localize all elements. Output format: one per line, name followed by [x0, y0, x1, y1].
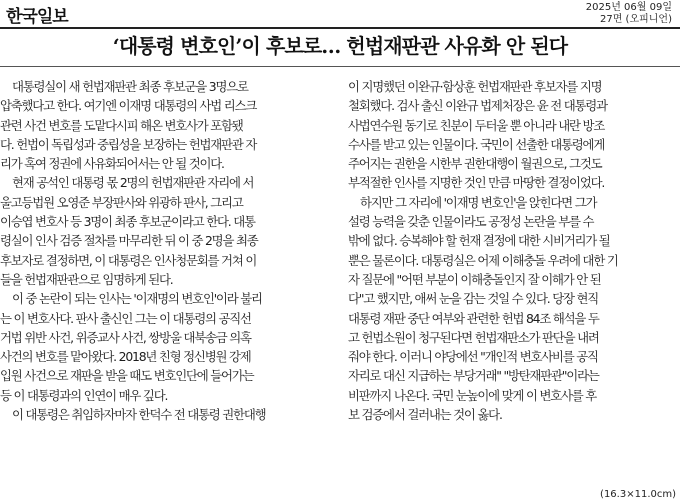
text-line: 하지만 그 자리에 '이재명 변호인'을 앉힌다면 그가 — [360, 194, 597, 210]
text-line: 등 이 대통령과의 인연이 매우 깊다. — [0, 387, 168, 403]
page-section: 27면 (오피니언) — [599, 14, 672, 25]
text-line: 자 질문에 "어떤 부분이 이해충돌인지 잘 이해가 안 된 — [348, 271, 601, 287]
text-line: 사법연수원 동기로 친분이 두터울 뿐 아니라 내란 방조 — [348, 117, 605, 133]
text-line: 비판까지 나온다. 국민 눈높이에 맞게 이 변호사를 후 — [348, 387, 597, 403]
text-line: 고 헌법소원이 청구된다면 헌법재판소가 판단을 내려 — [348, 329, 599, 345]
headline-rule — [0, 66, 680, 67]
text-line: 이 지명했던 이완규·함상훈 헌법재판관 후보자를 지명 — [348, 79, 602, 94]
text-line: 이 대통령은 취임하자마자 한덕수 전 대통령 권한대행 — [12, 407, 266, 423]
clipping-size-note: (16.3×11.0cm) — [600, 489, 676, 500]
top-rule — [0, 27, 680, 29]
text-line: 보 검증에서 걸러내는 것이 옳다. — [348, 407, 502, 423]
text-line: 철회했다. 검사 출신 이완규 법제처장은 윤 전 대통령과 — [348, 98, 607, 114]
newspaper-name: 한국일보 — [6, 7, 68, 27]
text-line: 는 이 변호사다. 판사 출신인 그는 이 대통령의 공직선 — [0, 310, 251, 326]
text-line: 후보자로 결정하면, 이 대통령은 인사청문회를 거쳐 이 — [0, 252, 257, 268]
text-line: 자리로 대신 지급하는 부당거래" "방탄재판관"이라는 — [348, 368, 599, 384]
text-line: 설령 능력을 갖춘 인물이라도 공정성 논란을 부를 수 — [348, 214, 594, 230]
text-line: 부적절한 인사를 지명한 것인 만큼 마땅한 결정이었다. — [348, 175, 605, 191]
article-headline: ‘대통령 변호인’이 후보로… 헌법재판관 사유화 안 된다 — [112, 34, 568, 58]
text-line: 현재 공석인 대통령 몫 2명의 헌법재판관 자리에 서 — [12, 175, 254, 191]
text-line: 사건의 변호를 맡아왔다. 2018년 친형 정신병원 강제 — [0, 349, 251, 365]
text-line: 리가 혹여 정권에 사유화되어서는 안 될 것이다. — [0, 156, 224, 172]
text-line: 다"고 했지만, 애써 눈을 감는 것일 수 있다. 당장 현직 — [348, 291, 599, 307]
text-line: 다. 헌법이 독립성과 중립성을 보장하는 헌법재판관 자 — [0, 136, 257, 152]
text-line: 거법 위반 사건, 위증교사 사건, 쌍방울 대북송금 의혹 — [0, 329, 251, 345]
text-line: 압축했다고 한다. 여기엔 이재명 대통령의 사법 리스크 — [0, 98, 257, 114]
text-line: 대통령 재판 중단 여부와 관련한 헌법 84조 해석을 두 — [348, 310, 599, 326]
text-line: 수사를 받고 있는 인물이다. 국민이 선출한 대통령에게 — [348, 136, 605, 152]
text-line: 관련 사건 변호를 도맡다시피 해온 변호사가 포함됐 — [0, 117, 243, 133]
publication-date: 2025년 06월 09일 — [585, 2, 672, 13]
text-line: 줘야 한다. 이러니 야당에선 "개인적 변호사비를 공직 — [348, 349, 598, 365]
text-line: 들을 헌법재판관으로 임명하게 된다. — [0, 271, 173, 287]
text-line: 주어지는 권한을 시한부 권한대행이 월권으로, 그것도 — [348, 156, 602, 172]
article-column-left — [0, 77, 332, 424]
text-line: 입원 사건으로 재판을 받을 때도 변호인단에 들어가는 — [0, 368, 254, 384]
text-line: 이 중 논란이 되는 인사는 '이재명의 변호인'이라 불리 — [12, 291, 262, 307]
text-line: 령실이 인사 검증 절차를 마무리한 뒤 이 중 2명을 최종 — [0, 233, 258, 249]
text-line: 뿐은 물론이다. 대통령실은 어제 이해충돌 우려에 대한 기 — [348, 252, 618, 268]
publication-meta — [586, 2, 672, 26]
text-line: 밖에 없다. 승복해야 할 헌재 결정에 대한 시비거리가 될 — [348, 233, 610, 249]
article-column-right — [348, 77, 680, 424]
text-line: 대통령실이 새 헌법재판관 최종 후보군을 3명으로 — [12, 79, 248, 94]
text-line: 울고등법원 오영준 부장판사와 위광하 판사, 그리고 — [0, 194, 243, 210]
text-line: 이승엽 변호사 등 3명이 최종 후보군이라고 한다. 대통 — [0, 214, 255, 230]
